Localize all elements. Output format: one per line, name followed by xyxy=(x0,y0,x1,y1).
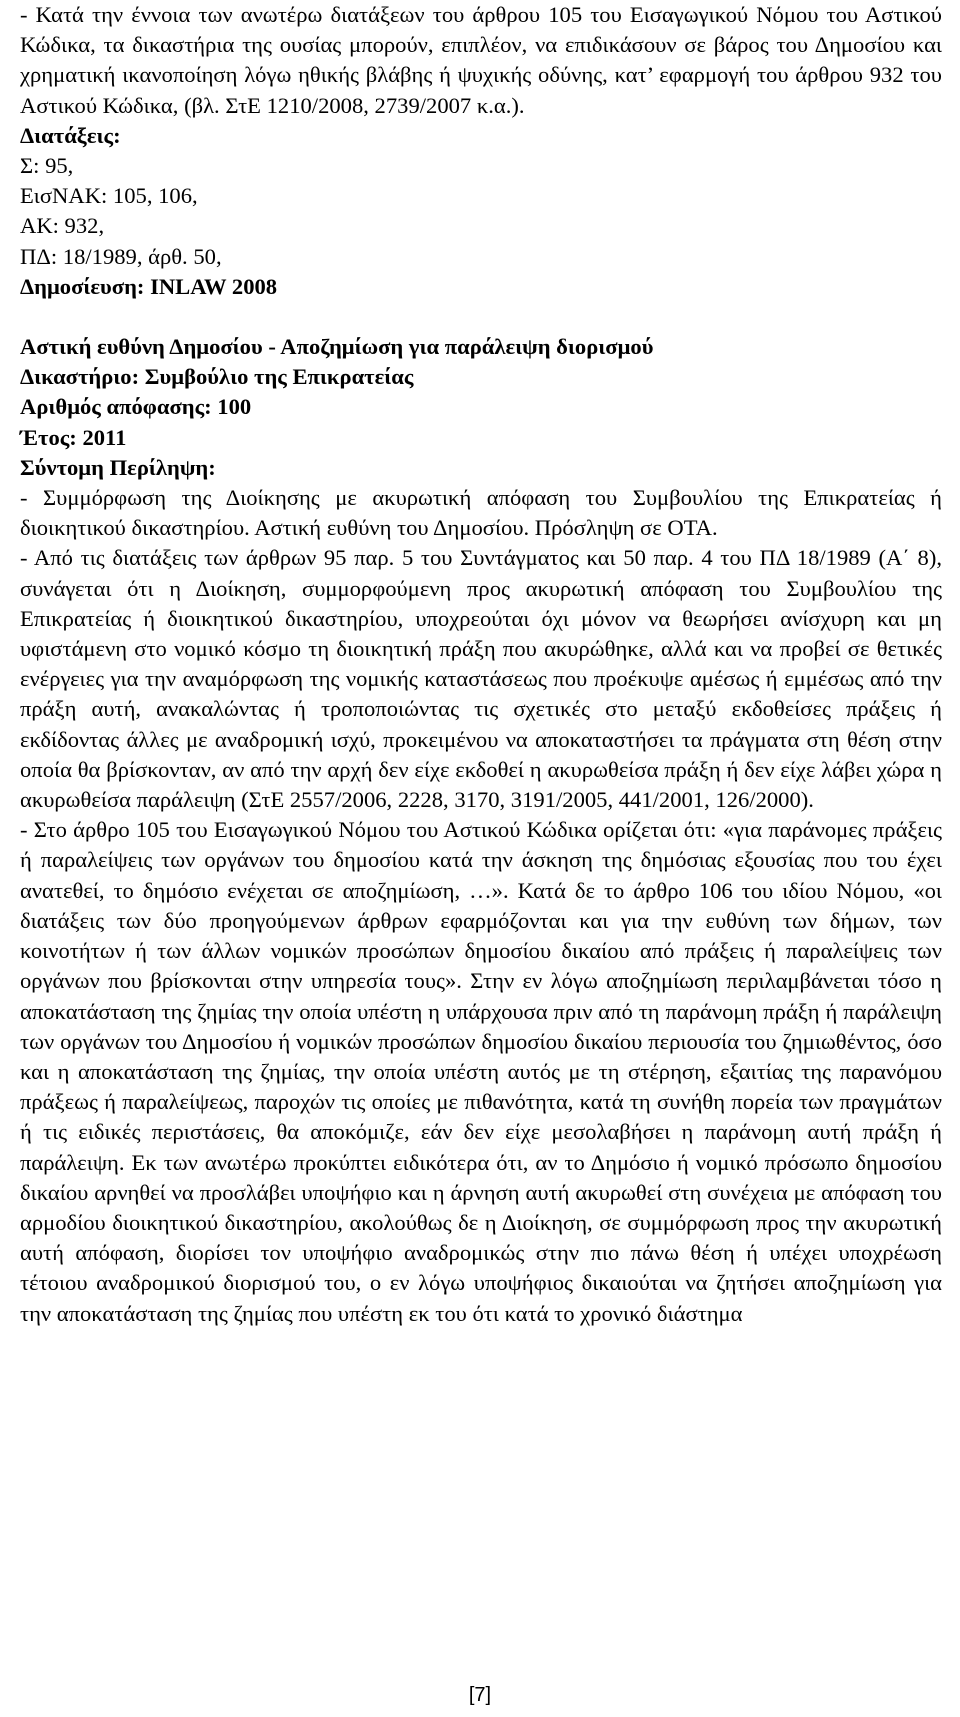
provision-item: ΕισΝΑΚ: 105, 106, xyxy=(20,183,198,209)
provision-item: Σ: 95, xyxy=(20,153,74,179)
page-number: [7] xyxy=(468,1684,492,1706)
provisions-heading: Διατάξεις: xyxy=(20,122,121,148)
case-court: Δικαστήριο: Συμβούλιο της Επικρατείας xyxy=(20,364,414,390)
provisions-section xyxy=(20,121,942,302)
publication-line: Δημοσίευση: INLAW 2008 xyxy=(20,273,278,299)
section-gap xyxy=(20,302,942,332)
case-year: Έτος: 2011 xyxy=(20,424,127,450)
summary-paragraph: - Συμμόρφωση της Διοίκησης με ακυρωτική απόφαση του Συμβουλίου της Επικρατείας ή διοικητικού δικαστηρίου. Αστική ευθύνη του Δημοσίου. Πρόσληψη σε ΟΤΑ. xyxy=(20,485,942,541)
document-page xyxy=(20,0,942,1329)
intro-paragraph: - Κατά την έννοια των ανωτέρω διατάξεων του άρθρου 105 του Εισαγωγικού Νόμου του Αστικού Κώδικα, τα δικαστήρια της ουσίας μπορούν, επιπλέον, να επιδικάσουν σε βάρος του Δημοσίου και χρηματική ικανοποίηση λόγω ηθικής βλάβης ή ψυχικής οδύνης, κατ’ εφαρμογή του άρθρου 932 του Αστικού Κώδικα, (βλ. ΣτΕ 1210/2008, 2739/2007 κ.α.). xyxy=(20,2,942,118)
case-header xyxy=(20,332,942,483)
summary-heading: Σύντομη Περίληψη: xyxy=(20,454,216,480)
case-decision-number: Αριθμός απόφασης: 100 xyxy=(20,394,252,420)
case-title: Αστική ευθύνη Δημοσίου - Αποζημίωση για παράλειψη διορισμού xyxy=(20,334,654,360)
provision-item: ΠΔ: 18/1989, άρθ. 50, xyxy=(20,243,222,269)
summary-paragraph: - Στο άρθρο 105 του Εισαγωγικού Νόμου του Αστικού Κώδικα ορίζεται ότι: «για παράνομες πράξεις ή παραλείψεις των οργάνων του δημοσίου κατά την άσκηση της δημόσιας εξουσίας που του έχει ανατεθεί, το δημόσιο ενέχεται σε αποζημίωση, …». Κατά δε το άρθρο 106 του ιδίου Νόμου, «οι διατάξεις των δύο προηγούμενων άρθρων εφαρμόζονται και για την ευθύνη των δήμων, των κοινοτήτων ή των άλλων νομικών προσώπων δημοσίου δικαίου από πράξεις ή παραλείψεις των οργάνων που βρίσκονται στην υπηρεσία τους». Στην εν λόγω αποζημίωση περιλαμβάνεται τόσο η αποκατάσταση της ζημίας την οποία υπέστη η υπάρχουσα πριν από τη παράνομη πράξη ή παράλειψη των οργάνων του Δημοσίου ή νομικών προσώπων δημοσίου δικαίου περιουσία του ζημιωθέντος, όσο και η αποκατάσταση της ζημίας, την οποία υπέστη αυτός με τη στέρηση, εξαιτίας της παρανόμου πράξεως ή παραλείψεως, παροχών τις οποίες με πιθανότητα, κατά τη συνήθη πορεία των πραγμάτων ή τις ειδικές περιστάσεις, θα αποκόμιζε, εάν δεν είχε μεσολαβήσει η παράνομη αυτή πράξη ή παράλειψη. Εκ των ανωτέρω προκύπτει ειδικότερα ότι, αν το Δημόσιο ή νομικό πρόσωπο δημοσίου δικαίου αρνηθεί να προσλάβει υποψήφιο και η άρνηση αυτή ακυρωθεί στη συνέχεια με απόφαση του αρμοδίου διοικητικού δικαστηρίου, ακολούθως δε η Διοίκηση, σε συμμόρφωση προς την ακυρωτική αυτή απόφαση, διορίσει τον υποψήφιο αναδρομικώς στην πιο πάνω θέση ή υπέχει υποχρέωση τέτοιου αναδρομικού διορισμού του, ο εν λόγω υποψήφιος δικαιούται να ζητήσει αποζημίωση για την αποκατάσταση της ζημίας που υπέστη εκ του ότι κατά το χρονικό διάστημα xyxy=(20,817,942,1326)
provision-item: ΑΚ: 932, xyxy=(20,213,105,239)
summary-paragraph: - Από τις διατάξεις των άρθρων 95 παρ. 5 του Συντάγματος και 50 παρ. 4 του ΠΔ 18/1989 (Α΄ 8), συνάγεται ότι η Διοίκηση, συμμορφούμενη προς ακυρωτική απόφαση του Συμβουλίου της Επικρατείας ή διοικητικού δικαστηρίου, υποχρεούται όχι μόνον να θεωρήσει ανίσχυρη και μη υφιστάμενη στο νομικό κόσμο τη διοικητική πράξη που ακυρώθηκε, αλλά και να προβεί σε θετικές ενέργειες για την αναμόρφωση της νομικής καταστάσεως που προέκυψε αμέσως ή εμμέσως από την πράξη αυτή, ανακαλώντας ή τροποποιώντας τις σχετικές στο μεταξύ εκδοθείσες πράξεις ή εκδίδοντας άλλες με αναδρομική ισχύ, προκειμένου να αποκαταστήσει τα πράγματα στη θέση στην οποία θα βρίσκονταν, αν από την αρχή δεν είχε εκδοθεί η ακυρωθείσα πράξη ή δεν είχε λάβει χώρα η ακυρωθείσα παράλειψη (ΣτΕ 2557/2006, 2228, 3170, 3191/2005, 441/2001, 126/2000). xyxy=(20,545,942,813)
